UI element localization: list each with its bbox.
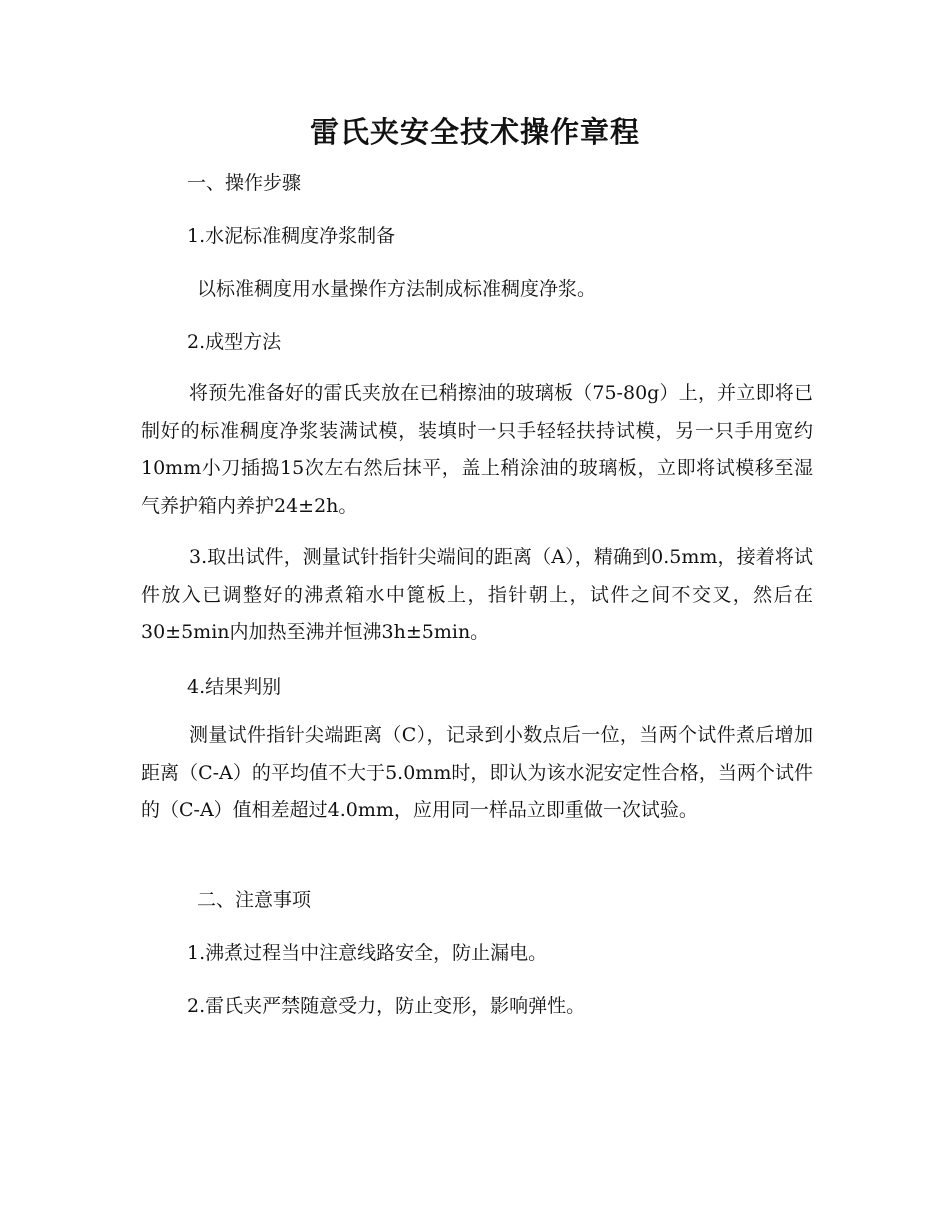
note-item-clamp-handling: 2.雷氏夹严禁随意受力，防止变形，影响弹性。 bbox=[187, 995, 586, 1017]
step-heading-paste-preparation: 1.水泥标准稠度净浆制备 bbox=[187, 225, 396, 247]
section-heading-procedure: 一、操作步骤 bbox=[187, 172, 302, 194]
step-text-paste-preparation: 以标准稠度用水量操作方法制成标准稠度净浆。 bbox=[197, 278, 597, 300]
section-heading-notes: 二、注意事项 bbox=[197, 889, 312, 911]
step-text-measurement-boiling: 3.取出试件，测量试针指针尖端间的距离（A），精确到0.5mm，接着将试件放入已调整好的沸煮箱水中篦板上，指针朝上，试件之间不交叉，然后在30±5min内加热至沸并恒沸3h±5min。 bbox=[141, 546, 813, 643]
note-item-electric-safety: 1.沸煮过程当中注意线路安全，防止漏电。 bbox=[187, 942, 548, 964]
step-text-result: 测量试件指针尖端距离（C），记录到小数点后一位，当两个试件煮后增加距离（C-A）的平均值不大于5.0mm时，即认为该水泥安定性合格，当两个试件的（C-A）值相差超过4.0mm，应用同一样品立即重做一次试验。 bbox=[141, 724, 813, 821]
step-text-molding: 将预先准备好的雷氏夹放在已稍擦油的玻璃板（75-80g）上，并立即将已制好的标准稠度净浆装满试模，装填时一只手轻轻扶持试模，另一只手用宽约10mm小刀插捣15次左右然后抹平，盖上稍涂油的玻璃板，立即将试模移至湿气养护箱内养护24±2h。 bbox=[141, 382, 813, 517]
step-heading-molding: 2.成型方法 bbox=[187, 331, 282, 353]
document-title: 雷氏夹安全技术操作章程 bbox=[309, 115, 640, 149]
step-heading-result: 4.结果判别 bbox=[187, 676, 282, 698]
